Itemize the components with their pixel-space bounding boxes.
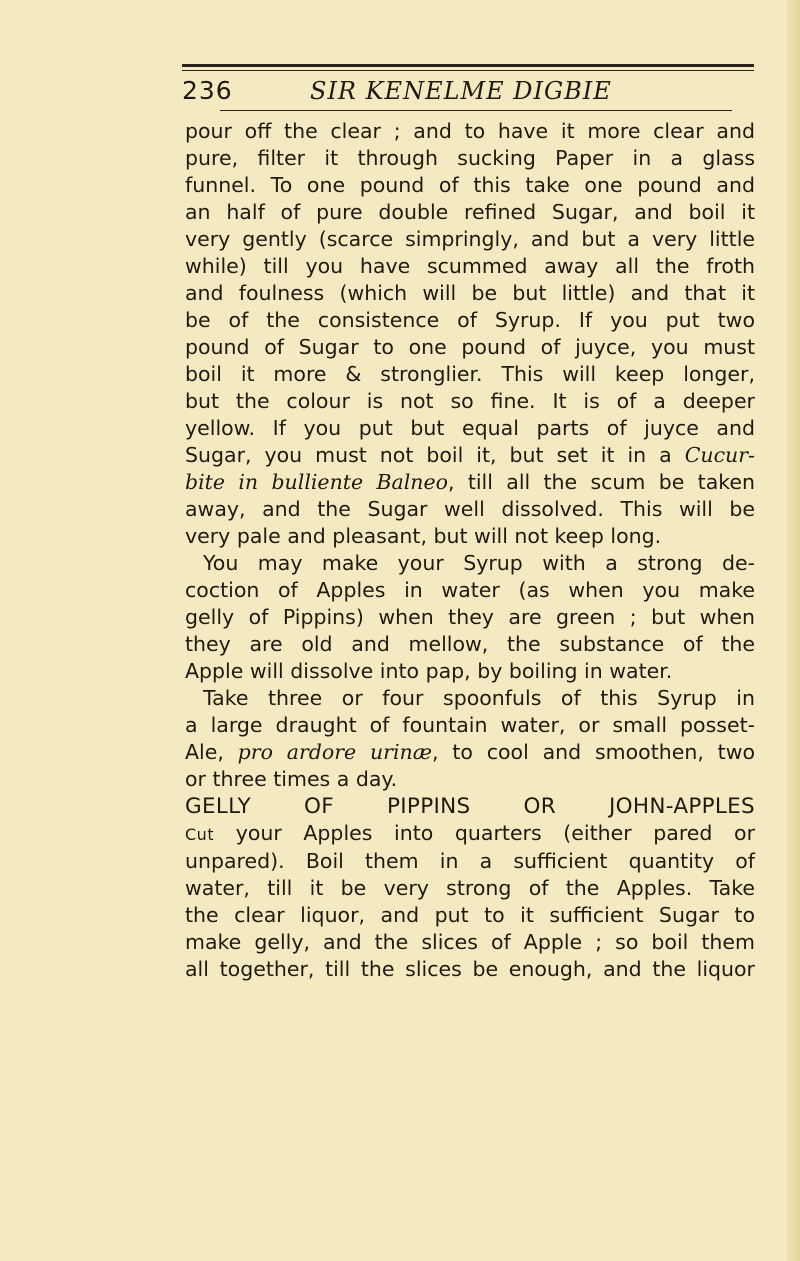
text-line: an half of pure double refined Sugar, and boil it xyxy=(185,200,755,224)
text-span: Ale, xyxy=(185,740,238,764)
running-head: SIR KENELME DIGBIE xyxy=(310,77,612,105)
text-line: You may make your Syrup with a strong de- xyxy=(203,551,755,575)
text-line: the clear liquor, and put to it sufficient Sugar to xyxy=(185,903,755,927)
text-line: pound of Sugar to one pound of juyce, you must xyxy=(185,335,755,359)
text-span: your Apples into quarters (either pared or xyxy=(214,821,755,845)
text-line: funnel. To one pound of this take one pound and xyxy=(185,173,755,197)
text-line: be of the consistence of Syrup. If you put two xyxy=(185,308,755,332)
text-span: Sugar, you must not boil it, but set it in a xyxy=(185,443,685,467)
text-line: and foulness (which will be but little) and that it xyxy=(185,281,755,305)
page-number: 236 xyxy=(182,76,233,105)
small-caps-text: Cut xyxy=(185,825,215,844)
text-line: pour off the clear ; and to have it more clear and xyxy=(185,119,755,143)
text-line: a large draught of fountain water, or small posset- xyxy=(185,713,755,737)
text-line: away, and the Sugar well dissolved. This will be xyxy=(185,497,755,521)
text-line: they are old and mellow, the substance of the xyxy=(185,632,755,656)
recipe-heading: GELLY OF PIPPINS OR JOHN-APPLES xyxy=(185,794,755,819)
text-line xyxy=(185,739,755,766)
text-line: gelly of Pippins) when they are green ; but when xyxy=(185,605,755,629)
text-line: boil it more & stronglier. This will keep longer, xyxy=(185,362,755,386)
body-text xyxy=(185,118,755,983)
text-line: yellow. If you put but equal parts of juyce and xyxy=(185,416,755,440)
text-line: while) till you have scummed away all the froth xyxy=(185,254,755,278)
text-line xyxy=(185,820,755,848)
text-line: or three times a day. xyxy=(185,767,398,791)
text-line xyxy=(185,442,755,469)
text-line xyxy=(185,469,755,496)
text-line: unpared). Boil them in a sufficient quantity of xyxy=(185,849,755,873)
italic-text: pro ardore urinæ xyxy=(237,740,433,764)
text-line: pure, filter it through sucking Paper in a glass xyxy=(185,146,755,170)
text-line: very gently (scarce simpringly, and but a very little xyxy=(185,227,755,251)
text-line: coction of Apples in water (as when you make xyxy=(185,578,755,602)
text-line: very pale and pleasant, but will not keep long. xyxy=(185,524,662,548)
header-rule xyxy=(220,110,732,111)
text-line: all together, till the slices be enough, and the liquor xyxy=(185,957,755,981)
page-edge xyxy=(786,0,800,1261)
text-line: water, till it be very strong of the Apples. Take xyxy=(185,876,755,900)
page-header xyxy=(182,76,762,116)
text-span: , till all the scum be taken xyxy=(447,470,755,494)
text-line: but the colour is not so fine. It is of a deeper xyxy=(185,389,755,413)
text-line: Apple will dissolve into pap, by boiling in water. xyxy=(185,659,673,683)
italic-text: Cucur- xyxy=(684,443,755,467)
text-span: , to cool and smoothen, two xyxy=(432,740,756,764)
text-line: make gelly, and the slices of Apple ; so boil them xyxy=(185,930,755,954)
text-line: Take three or four spoonfuls of this Syrup in xyxy=(203,686,755,710)
top-rule-thin xyxy=(182,70,754,71)
italic-text: bite in bulliente Balneo xyxy=(185,470,448,494)
top-rule xyxy=(182,64,754,67)
